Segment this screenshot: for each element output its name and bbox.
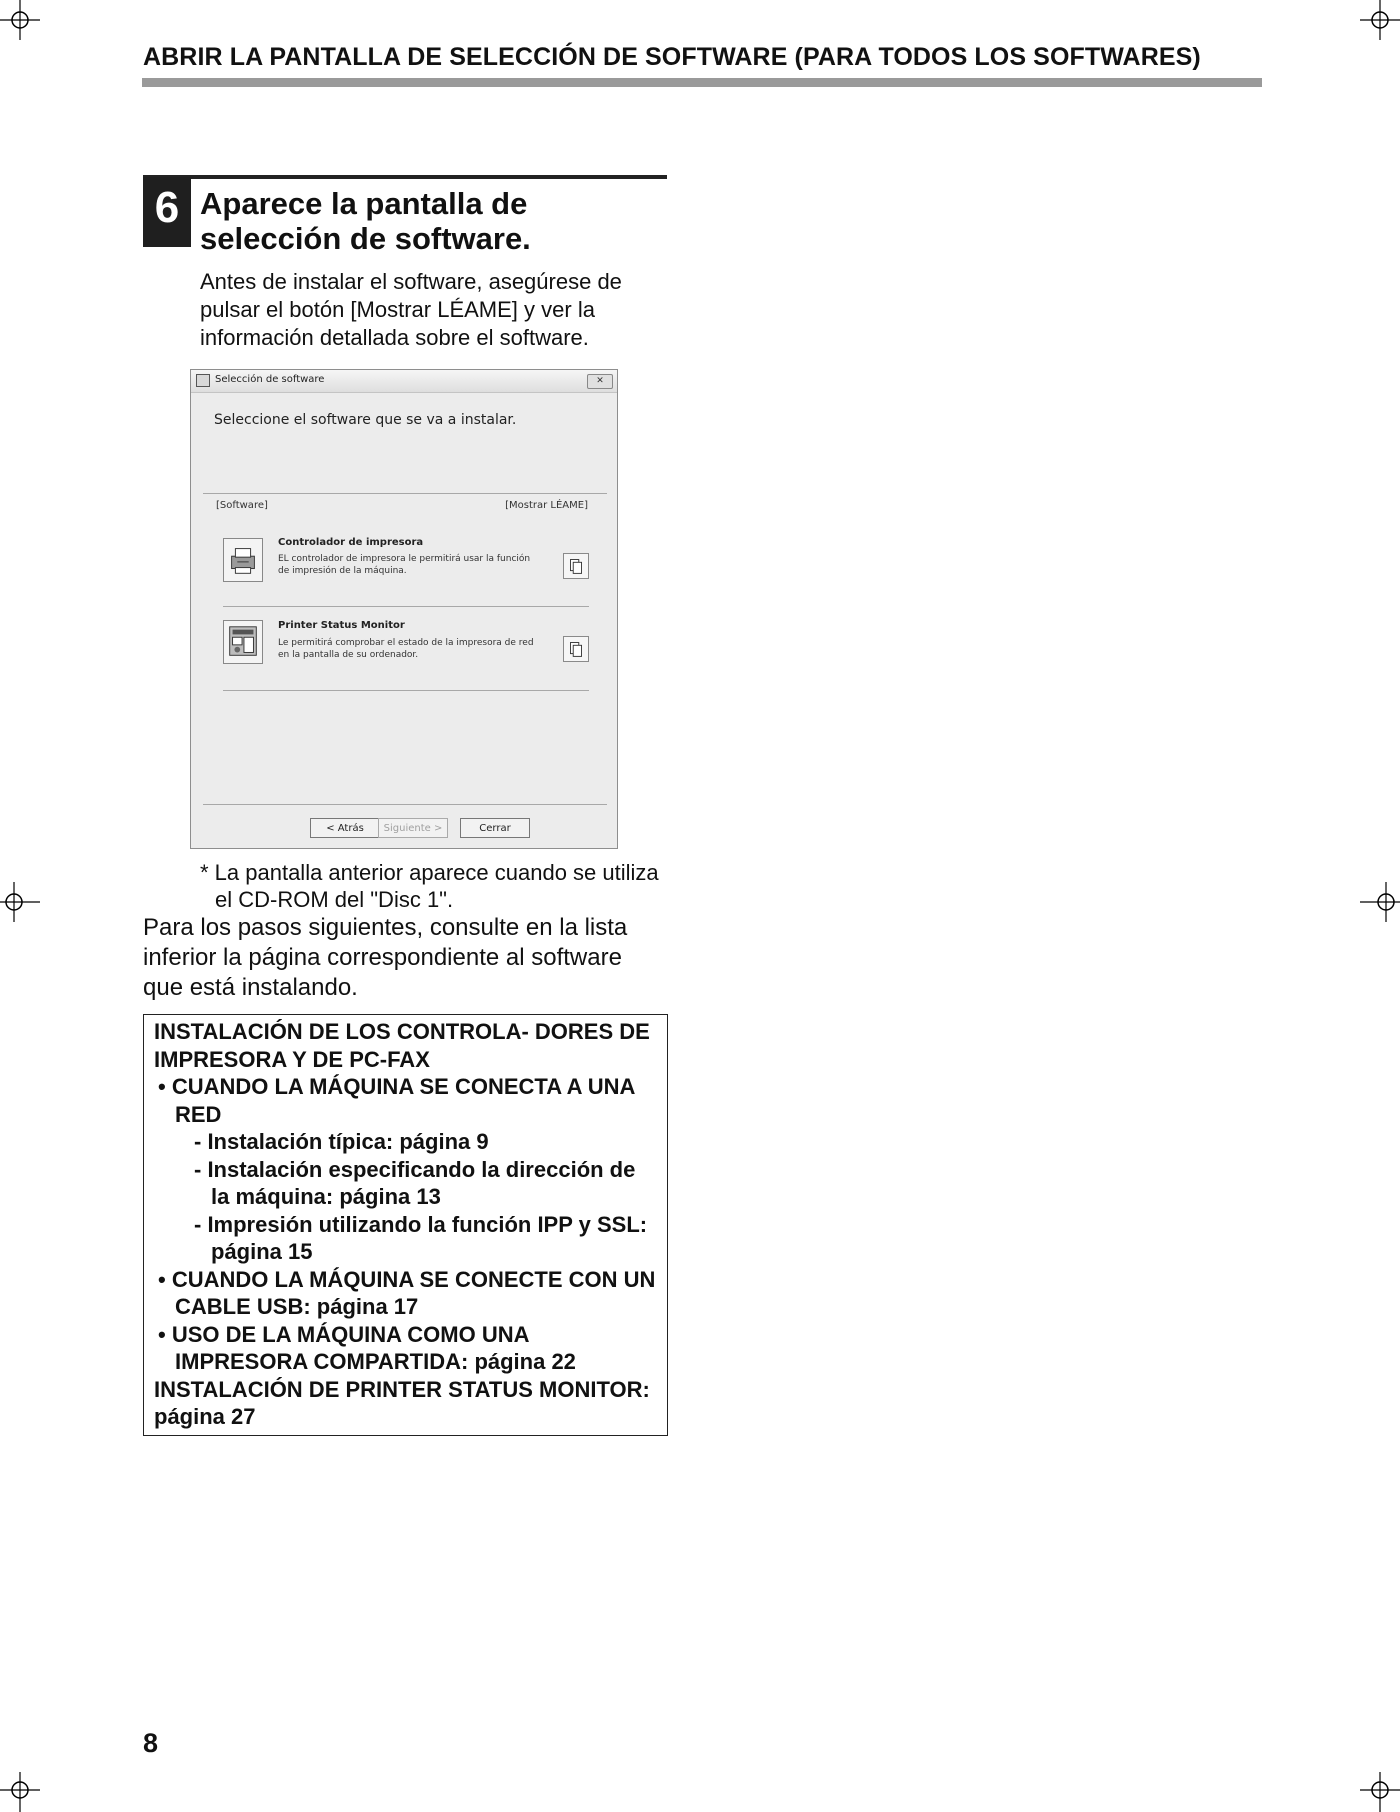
step-title: Aparece la pantalla de selección de software. xyxy=(200,186,531,256)
crop-mark-top-left xyxy=(0,0,40,40)
index-section-title: INSTALACIÓN DE LOS CONTROLA- DORES DE IMPRESORA Y DE PC-FAX xyxy=(154,1019,650,1072)
index-sub-item: - Impresión utilizando la función IPP y SSL: página 15 xyxy=(194,1211,648,1264)
next-button[interactable]: Siguiente > xyxy=(378,818,448,838)
crop-mark-mid-left xyxy=(0,882,40,922)
index-bullet: • USO DE LA MÁQUINA COMO UNA IMPRESORA COMPARTIDA: página 22 xyxy=(158,1321,576,1374)
screenshot-note: * La pantalla anterior aparece cuando se utiliza el CD-ROM del "Disc 1". xyxy=(200,860,659,912)
crop-mark-bottom-right xyxy=(1360,1772,1400,1812)
dialog-titlebar xyxy=(191,370,617,393)
divider xyxy=(223,606,589,607)
divider xyxy=(223,690,589,691)
index-sub-item: - Instalación típica: página 9 xyxy=(194,1129,489,1154)
crop-mark-top-right xyxy=(1360,0,1400,40)
intro-paragraph: Para los pasos siguientes, consulte en la lista inferior la página correspondiente al software que está instalando. xyxy=(143,914,628,1001)
index-bullet: • CUANDO LA MÁQUINA SE CONECTE CON UN CABLE USB: página 17 xyxy=(158,1266,656,1319)
status-monitor-icon xyxy=(224,621,262,663)
software-item-description: EL controlador de impresora le permitirá usar la función de impresión de la máquina. xyxy=(278,554,531,576)
index-sub-item: - Instalación especificando la dirección de la máquina: página 13 xyxy=(194,1156,636,1209)
software-item-name: Controlador de impresora xyxy=(278,537,424,548)
column-software-label: [Software] xyxy=(216,500,268,511)
document-copy-icon xyxy=(564,637,588,661)
status-monitor-install-button[interactable] xyxy=(223,620,263,664)
crop-mark-bottom-left xyxy=(0,1772,40,1812)
page-header-title: ABRIR LA PANTALLA DE SELECCIÓN DE SOFTWARE (PARA TODOS LOS SOFTWARES) xyxy=(143,43,1201,71)
page-number: 8 xyxy=(143,1728,159,1758)
document-copy-icon xyxy=(564,554,588,578)
step-rule xyxy=(143,175,667,179)
dialog-title: Selección de software xyxy=(215,374,325,385)
step-number-badge: 6 xyxy=(143,177,191,247)
printer-icon xyxy=(224,539,262,581)
step-body: Antes de instalar el software, asegúrese de pulsar el botón [Mostrar LÉAME] y ver la información detallada sobre el software. xyxy=(200,269,622,350)
footer-divider xyxy=(203,804,607,805)
crop-mark-mid-right xyxy=(1360,882,1400,922)
readme-button[interactable] xyxy=(563,636,589,662)
cancel-button[interactable]: Cerrar xyxy=(460,818,530,838)
dialog-heading: Seleccione el software que se va a instalar. xyxy=(214,412,517,428)
installation-index-box xyxy=(143,1014,668,1436)
divider xyxy=(203,493,607,494)
header-rule xyxy=(142,78,1262,87)
software-item-name: Printer Status Monitor xyxy=(278,620,405,631)
close-button[interactable]: ✕ xyxy=(587,374,613,389)
column-readme-label: [Mostrar LÉAME] xyxy=(505,500,588,511)
readme-button[interactable] xyxy=(563,553,589,579)
app-icon xyxy=(196,374,210,387)
software-selection-dialog xyxy=(190,369,618,849)
back-button[interactable]: < Atrás xyxy=(310,818,380,838)
software-item-description: Le permitirá comprobar el estado de la impresora de red en la pantalla de su ordenador. xyxy=(278,638,534,660)
index-section-title: INSTALACIÓN DE PRINTER STATUS MONITOR: página 27 xyxy=(154,1376,650,1429)
printer-driver-install-button[interactable] xyxy=(223,538,263,582)
index-bullet: • CUANDO LA MÁQUINA SE CONECTA A UNA RED xyxy=(158,1074,635,1127)
